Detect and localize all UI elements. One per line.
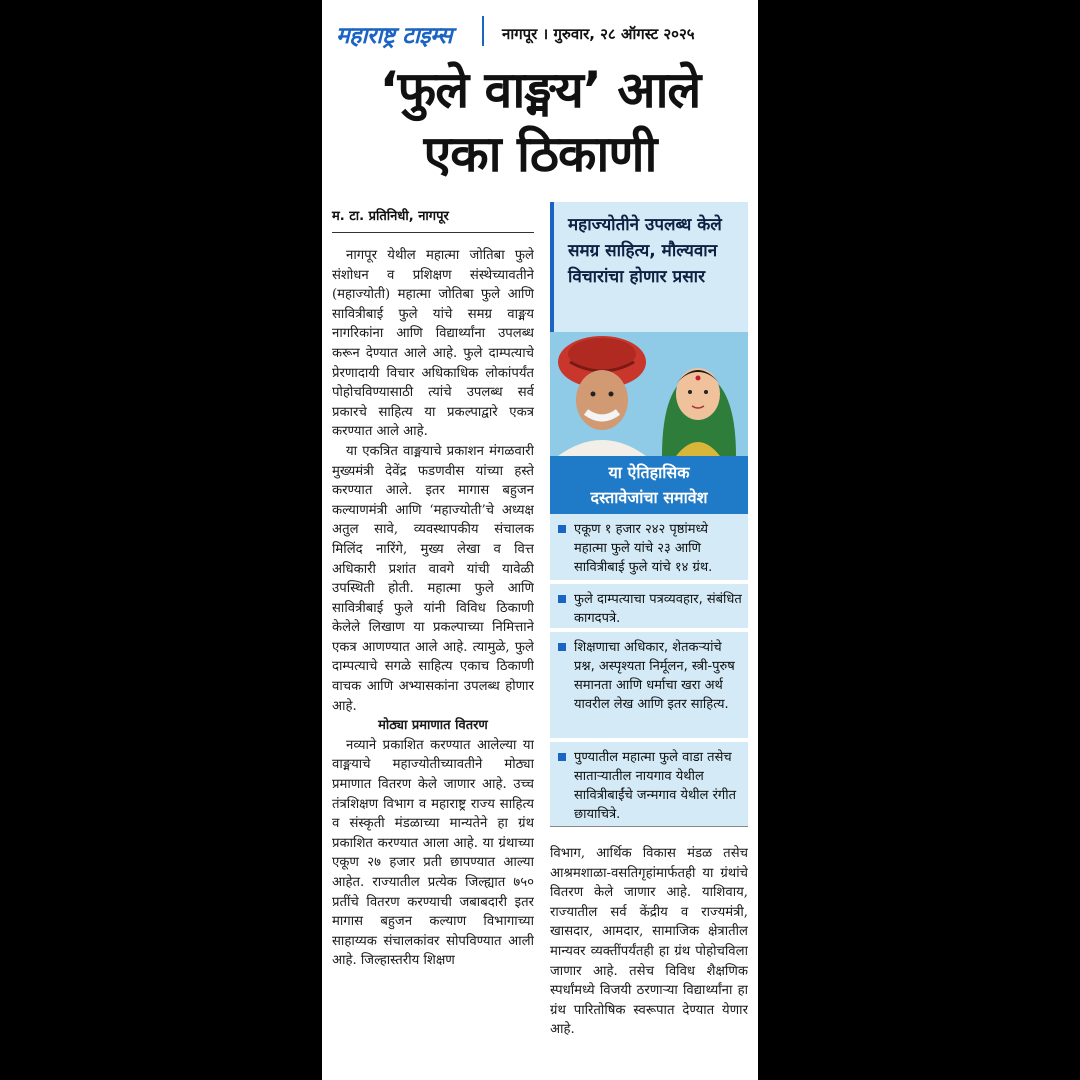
byline: म. टा. प्रतिनिधी, नागपूर [332, 209, 449, 224]
byline-rule [332, 232, 534, 233]
article-paragraph: विभाग, आर्थिक विकास मंडळ तसेच आश्रमशाळा-वसतिगृहांमार्फतही या ग्रंथांचे वितरण केले जाणार आहे. याशिवाय, राज्यातील सर्व केंद्रीय व राज्यमंत्री, खासदार, आमदार, सामाजिक क्षेत्रातील मान्यवर व्यक्तींपर्यंतही हा ग्रंथ पोहोचविला जाणार आहे. तसेच विविध शैक्षणिक स्पर्धांमध्ये विजयी ठरणाऱ्या विद्यार्थ्यांना हा ग्रंथ पारितोषिक स्वरूपात देण्यात येणार आहे. [550, 846, 748, 1038]
article-column-right [550, 844, 748, 1076]
section-title-line-1: या ऐतिहासिक [608, 463, 690, 482]
newspaper-clipping [322, 0, 758, 1080]
article-paragraph: नव्याने प्रकाशित करण्यात आलेल्या या वाङ्मयाचे महाज्योतीच्यावतीने मोठ्या प्रमाणात वितरण केले जाणार आहे. उच्च तंत्रशिक्षण विभाग व महाराष्ट्र राज्य साहित्य व संस्कृती मंडळाच्या मान्यतेने हा ग्रंथ प्रकाशित करण्यात आला आहे. या ग्रंथाच्या एकूण २७ हजार प्रती छापण्यात आल्या आहेत. राज्यातील प्रत्येक जिल्ह्यात ७५० प्रतींचे वितरण करण्याची जबाबदारी इतर मागास बहुजन कल्याण विभागाच्या साहाय्यक संचालकांवर सोपविण्यात आली आहे. जिल्हास्तरीय शिक्षण [332, 737, 534, 969]
sidebar-section-header [550, 456, 748, 514]
bullet-text: एकूण १ हजार २४२ पृष्ठांमध्ये महात्मा फुले यांचे २३ आणि सावित्रीबाई फुले यांचे १४ ग्रंथ. [574, 522, 713, 575]
bullet-item [550, 632, 748, 738]
bullet-text: शिक्षणाचा अधिकार, शेतकऱ्यांचे प्रश्न, अस्पृश्यता निर्मूलन, स्त्री-पुरुष समानता आणि धर्माचा खरा अर्थ यावरील लेख आणि इतर साहित्य. [574, 640, 735, 712]
bullet-square-icon [558, 595, 566, 603]
portrait-image [550, 332, 748, 456]
article-paragraph: नागपूर येथील महात्मा जोतिबा फुले संशोधन व प्रशिक्षण संस्थेच्यावतीने (महाज्योती) महात्मा जोतिबा फुले आणि सावित्रीबाई फुले यांचे समग्र वाङ्मय नागरिकांना आणि विद्यार्थ्यांना उपलब्ध करून देण्यात आले आहे. फुले दाम्पत्याचे प्रेरणादायी विचार अधिकाधिक लोकांपर्यंत पोहोचविण्यासाठी त्यांचे उपलब्ध सर्व प्रकारचे साहित्य या प्रकल्पाद्वारे एकत्र करण्यात आले आहे. [332, 248, 534, 440]
masthead-logo: महाराष्ट्र टाइम्स [336, 23, 453, 49]
bullet-item [550, 584, 748, 628]
sidebar-section-title [550, 460, 748, 510]
dateline: नागपूर । गुरुवार, २८ ऑगस्ट २०२५ [502, 25, 695, 43]
article-subheading: मोठ्या प्रमाणात वितरण [378, 718, 488, 734]
highlight-text: महाज्योतीने उपलब्ध केले समग्र साहित्य, मौल्यवान विचारांचा होणार प्रसार [568, 215, 722, 287]
bullet-square-icon [558, 525, 566, 533]
section-title-line-2: दस्तावेजांचा समावेश [590, 488, 708, 507]
portrait-illustration [550, 332, 748, 456]
bullet-item [550, 514, 748, 580]
article-column-left [332, 246, 534, 1076]
bullet-item [550, 742, 748, 826]
headline-line-1: ‘फुले वाङ्मय’ आले [379, 61, 701, 119]
bullet-square-icon [558, 643, 566, 651]
headline-line-2: एका ठिकाणी [423, 125, 657, 183]
masthead-divider [482, 16, 484, 46]
bullet-text: फुले दाम्पत्याचा पत्रव्यवहार, संबंधित कागदपत्रे. [574, 592, 742, 626]
headline [322, 58, 758, 186]
bullet-square-icon [558, 753, 566, 761]
sidebar-bottom-rule [550, 826, 748, 827]
article-paragraph: या एकत्रित वाङ्मयाचे प्रकाशन मंगळवारी मुख्यमंत्री देवेंद्र फडणवीस यांच्या हस्ते करण्यात आले. इतर मागास बहुजन कल्याणमंत्री आणि ‘महाज्योती’चे अध्यक्ष अतुल सावे, व्यवस्थापकीय संचालक मिलिंद नारिंगे, मुख्य लेखा व वित्त अधिकारी प्रशांत वावगे यांची यावेळी उपस्थिती होती. महात्मा फुले आणि सावित्रीबाई फुले यांनी विविध ठिकाणी केलेले लिखाण या प्रकल्पाच्या निमित्ताने एकत्र आणण्यात आले आहे. त्यामुळे, फुले दाम्पत्याचे सगळे साहित्य एकाच ठिकाणी वाचक आणि अभ्यासकांना उपलब्ध होणार आहे. [332, 443, 534, 714]
bullet-text: पुण्यातील महात्मा फुले वाडा तसेच साताऱ्यातील नायगाव येथील सावित्रीबाईंचे जन्मगाव येथील रंगीत छायाचित्रे. [574, 750, 737, 822]
highlight-box [550, 202, 748, 332]
